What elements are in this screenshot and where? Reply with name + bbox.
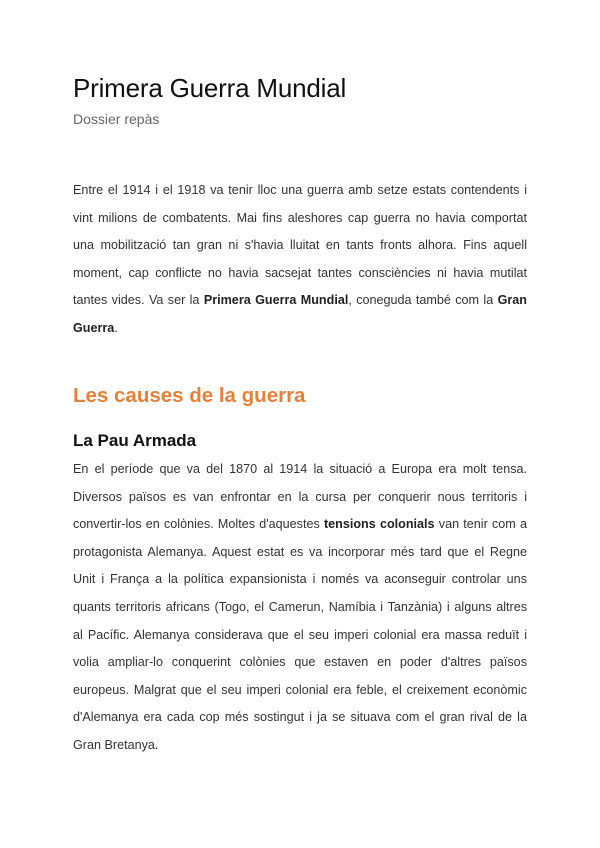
section-heading: Les causes de la guerra xyxy=(73,384,306,407)
subsection-text-2: van tenir com a protagonista Alemanya. Aquest estat es va incorporar més tard que el Regne Unit i França a la política expansionista i només va aconseguir controlar uns quants territoris africans (Togo, el Camerun, Namíbia i Tanzània) i alguns altres al Pacífic. Alemanya considerava que el seu imperi colonial era massa reduït i volia ampliar-lo conquerint colònies que estaven en poder d'altres països europeus. Malgrat que el seu imperi colonial era feble, el creixement econòmic d'Alemanya era cada cop més sostingut i ja se situava com el gran rival de la Gran Bretanya. xyxy=(73,517,528,752)
subsection-paragraph xyxy=(73,456,527,760)
intro-paragraph xyxy=(73,177,527,343)
intro-text-3: . xyxy=(114,320,118,335)
subsection-heading: La Pau Armada xyxy=(73,431,197,450)
intro-bold-2: Gran Guerra xyxy=(73,293,527,335)
intro-text-1: Entre el 1914 i el 1918 va tenir lloc una guerra amb setze estats contendents i vint milions de combatents. Mai fins aleshores cap guerra no havia comportat una mobilització tan gran ni s'havia lluitat en tants fronts alhora. Fins aquell moment, cap conflicte no havia sacsejat tantes consciències ni havia mutilat tantes vides. Va ser la xyxy=(73,183,527,308)
document-title: Primera Guerra Mundial xyxy=(73,73,347,103)
intro-bold-1: Primera Guerra Mundial xyxy=(203,293,349,308)
subsection-bold-1: tensions colonials xyxy=(323,517,435,532)
document-subtitle: Dossier repàs xyxy=(73,111,160,127)
subsection-text-1: En el període que va del 1870 al 1914 la situació a Europa era molt tensa. Diversos països es van enfrontar en la cursa per conquerir nous territoris i convertir-los en colònies. Moltes d'aquestes xyxy=(73,462,527,532)
intro-text-2: , coneguda també com la xyxy=(348,293,498,308)
